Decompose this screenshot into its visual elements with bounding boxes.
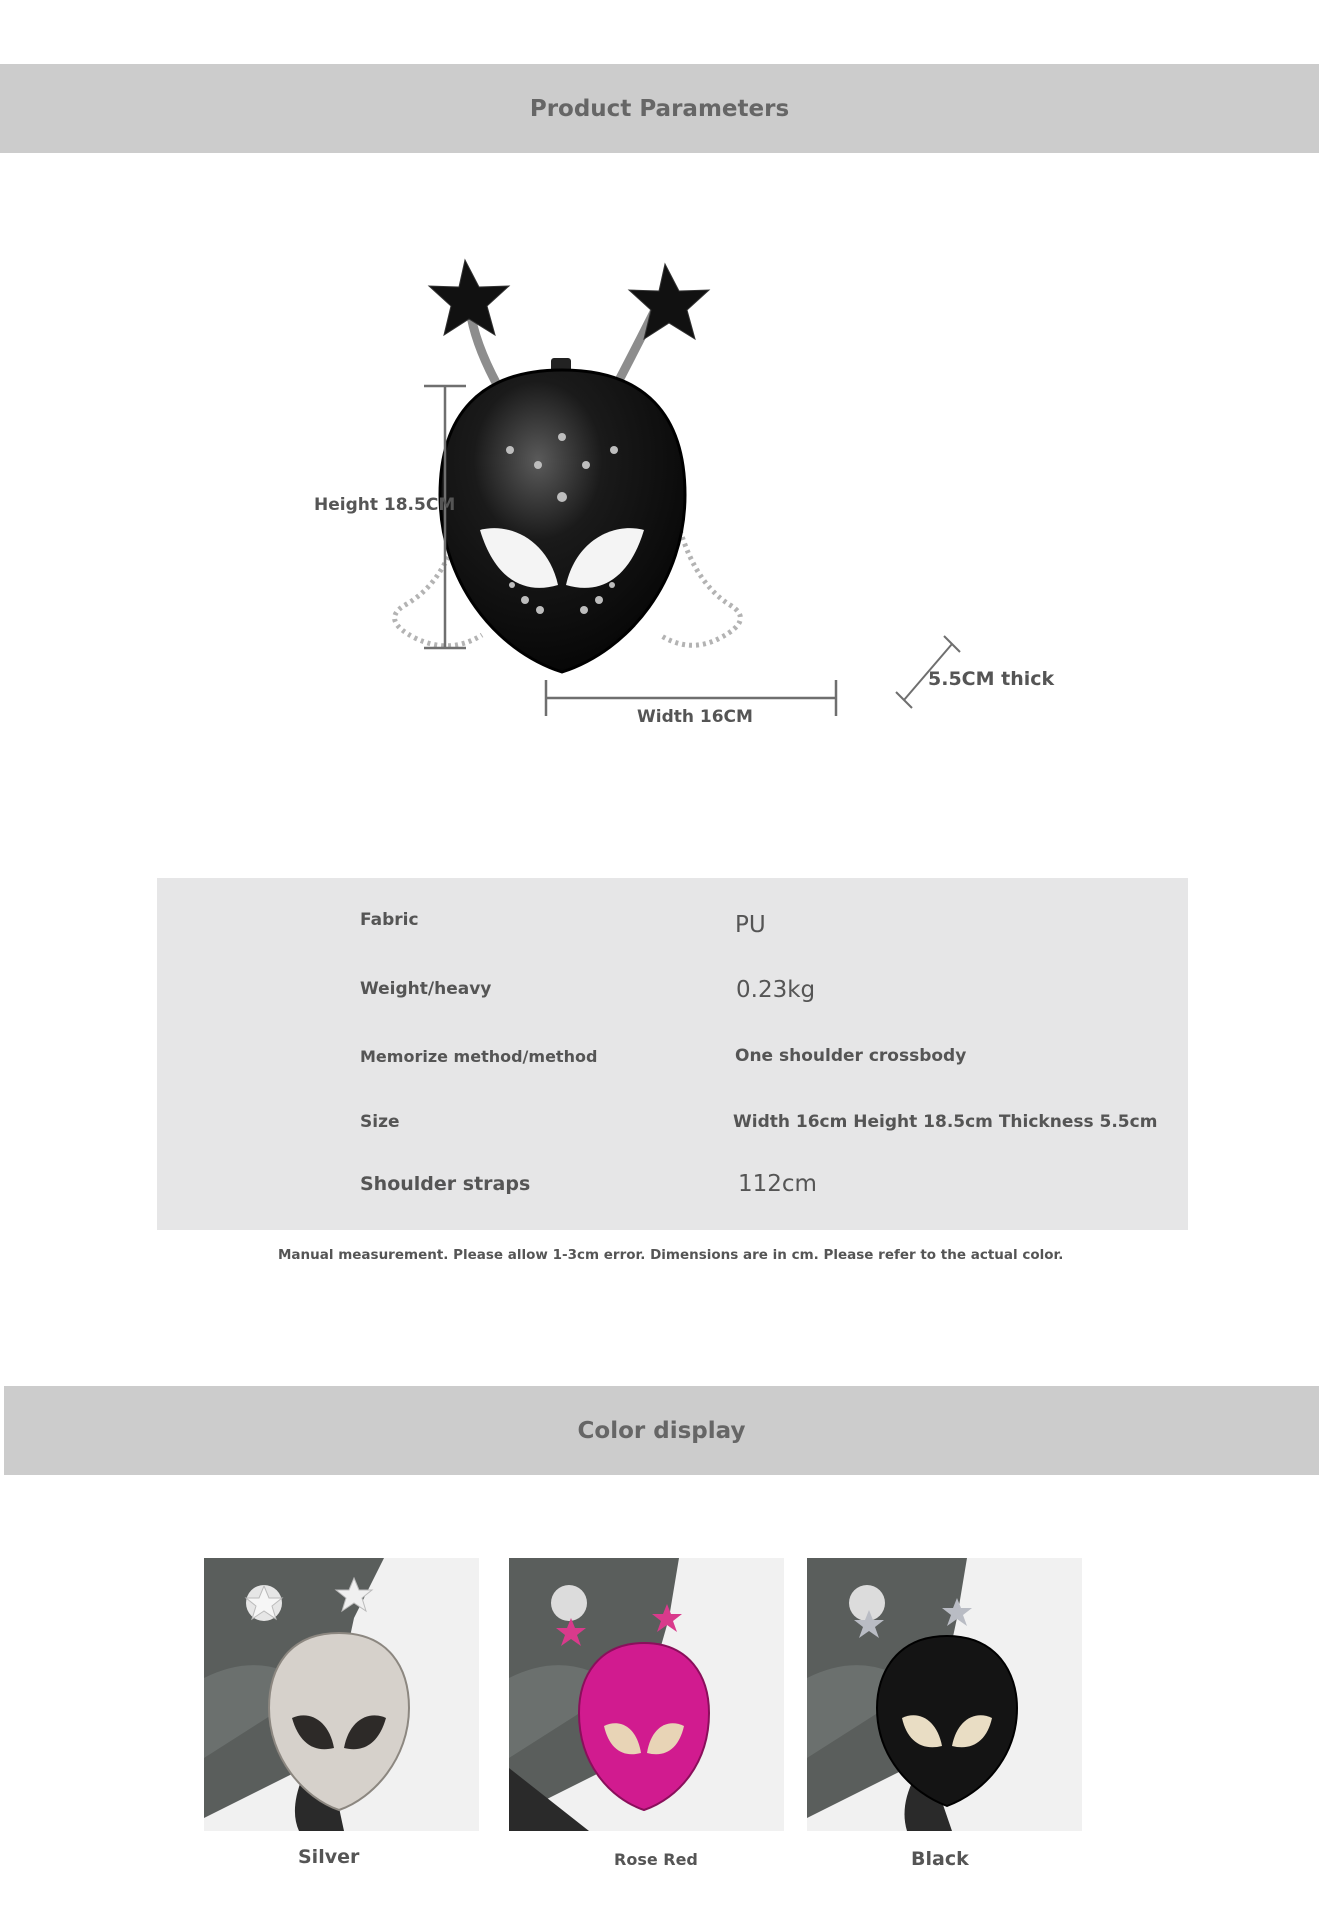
product-dimension-diagram — [300, 240, 1100, 760]
color-label-rose-red: Rose Red — [614, 1850, 698, 1869]
parameter-row-size — [157, 1108, 1188, 1168]
color-swatch-black[interactable] — [807, 1558, 1082, 1831]
parameter-key: Shoulder straps — [360, 1173, 531, 1195]
parameter-key: Fabric — [360, 910, 419, 930]
parameter-value: PU — [735, 912, 766, 938]
color-label-black: Black — [911, 1848, 969, 1870]
width-label: Width 16CM — [637, 707, 753, 727]
parameter-row-fabric — [157, 908, 1188, 968]
parameter-value: 112cm — [738, 1171, 817, 1197]
bag-head — [440, 370, 685, 672]
measurement-note: Manual measurement. Please allow 1-3cm error. Dimensions are in cm. Please refer to the actual color. — [278, 1247, 1064, 1263]
color-swatch-rose-red[interactable] — [509, 1558, 784, 1831]
height-label: Height 18.5CM — [314, 495, 456, 515]
product-photo-silver — [204, 1558, 479, 1831]
section-title: Color display — [577, 1417, 746, 1444]
parameter-key: Memorize method/method — [360, 1047, 598, 1066]
parameter-row-method — [157, 1045, 1188, 1105]
parameter-key: Size — [360, 1112, 400, 1132]
product-photo-black — [807, 1558, 1082, 1831]
color-label-silver: Silver — [298, 1846, 360, 1868]
parameters-table — [157, 878, 1188, 1230]
parameter-value: 0.23kg — [736, 977, 816, 1003]
section-banner-parameters — [0, 64, 1319, 153]
parameter-value: One shoulder crossbody — [735, 1046, 967, 1066]
color-swatch-silver[interactable] — [204, 1558, 479, 1831]
section-banner-colors — [4, 1386, 1319, 1475]
product-photo-rose-red — [509, 1558, 784, 1831]
parameter-key: Weight/heavy — [360, 979, 492, 999]
thickness-label: 5.5CM thick — [928, 668, 1055, 690]
parameter-row-straps — [157, 1171, 1188, 1231]
parameter-row-weight — [157, 977, 1188, 1037]
parameter-value: Width 16cm Height 18.5cm Thickness 5.5cm — [733, 1112, 1158, 1132]
section-title: Product Parameters — [529, 95, 790, 122]
antenna-left — [429, 260, 509, 390]
antenna-right — [615, 264, 709, 388]
